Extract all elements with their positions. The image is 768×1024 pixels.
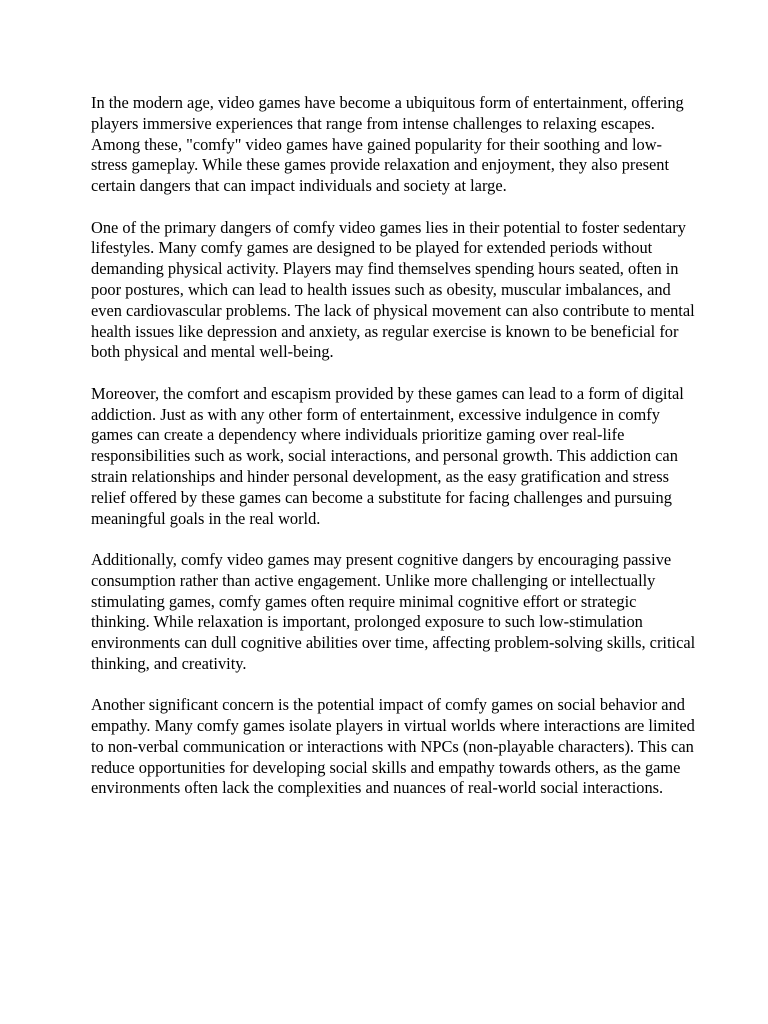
paragraph-sedentary-lifestyles: One of the primary dangers of comfy video games lies in their potential to foster sedentary lifestyles. Many comfy games are designed to be played for extended periods without demanding physical activity. Players may find themselves spending hours seated, often in poor postures, which can lead to health issues such as obesity, muscular imbalances, and even cardiovascular problems. The lack of physical movement can also contribute to mental health issues like depression and anxiety, as regular exercise is known to be beneficial for both physical and mental well-being. [91, 217, 695, 362]
paragraph-introduction: In the modern age, video games have become a ubiquitous form of entertainment, offering players immersive experiences that range from intense challenges to relaxing escapes. Among these, "comfy" video games have gained popularity for their soothing and low-stress gameplay. While these games provide relaxation and enjoyment, they also present certain dangers that can impact individuals and society at large. [91, 93, 684, 196]
paragraph-cognitive-dangers: Additionally, comfy video games may present cognitive dangers by encouraging passive consumption rather than active engagement. Unlike more challenging or intellectually stimulating games, comfy games often require minimal cognitive effort or strategic thinking. While relaxation is important, prolonged exposure to such low-stimulation environments can dull cognitive abilities over time, affecting problem-solving skills, critical thinking, and creativity. [91, 549, 696, 673]
paragraph-digital-addiction: Moreover, the comfort and escapism provided by these games can lead to a form of digital addiction. Just as with any other form of entertainment, excessive indulgence in comfy games can create a dependency where individuals prioritize gaming over real-life responsibilities such as work, social interactions, and personal growth. This addiction can strain relationships and hinder personal development, as the easy gratification and stress relief offered by these games can become a substitute for facing challenges and pursuing meaningful goals in the real world. [91, 383, 684, 528]
paragraph-social-behavior: Another significant concern is the potential impact of comfy games on social behavior and empathy. Many comfy games isolate players in virtual worlds where interactions are limited to non-verbal communication or interactions with NPCs (non-playable characters). This can reduce opportunities for developing social skills and empathy towards others, as the game environments often lack the complexities and nuances of real-world social interactions. [91, 695, 695, 798]
